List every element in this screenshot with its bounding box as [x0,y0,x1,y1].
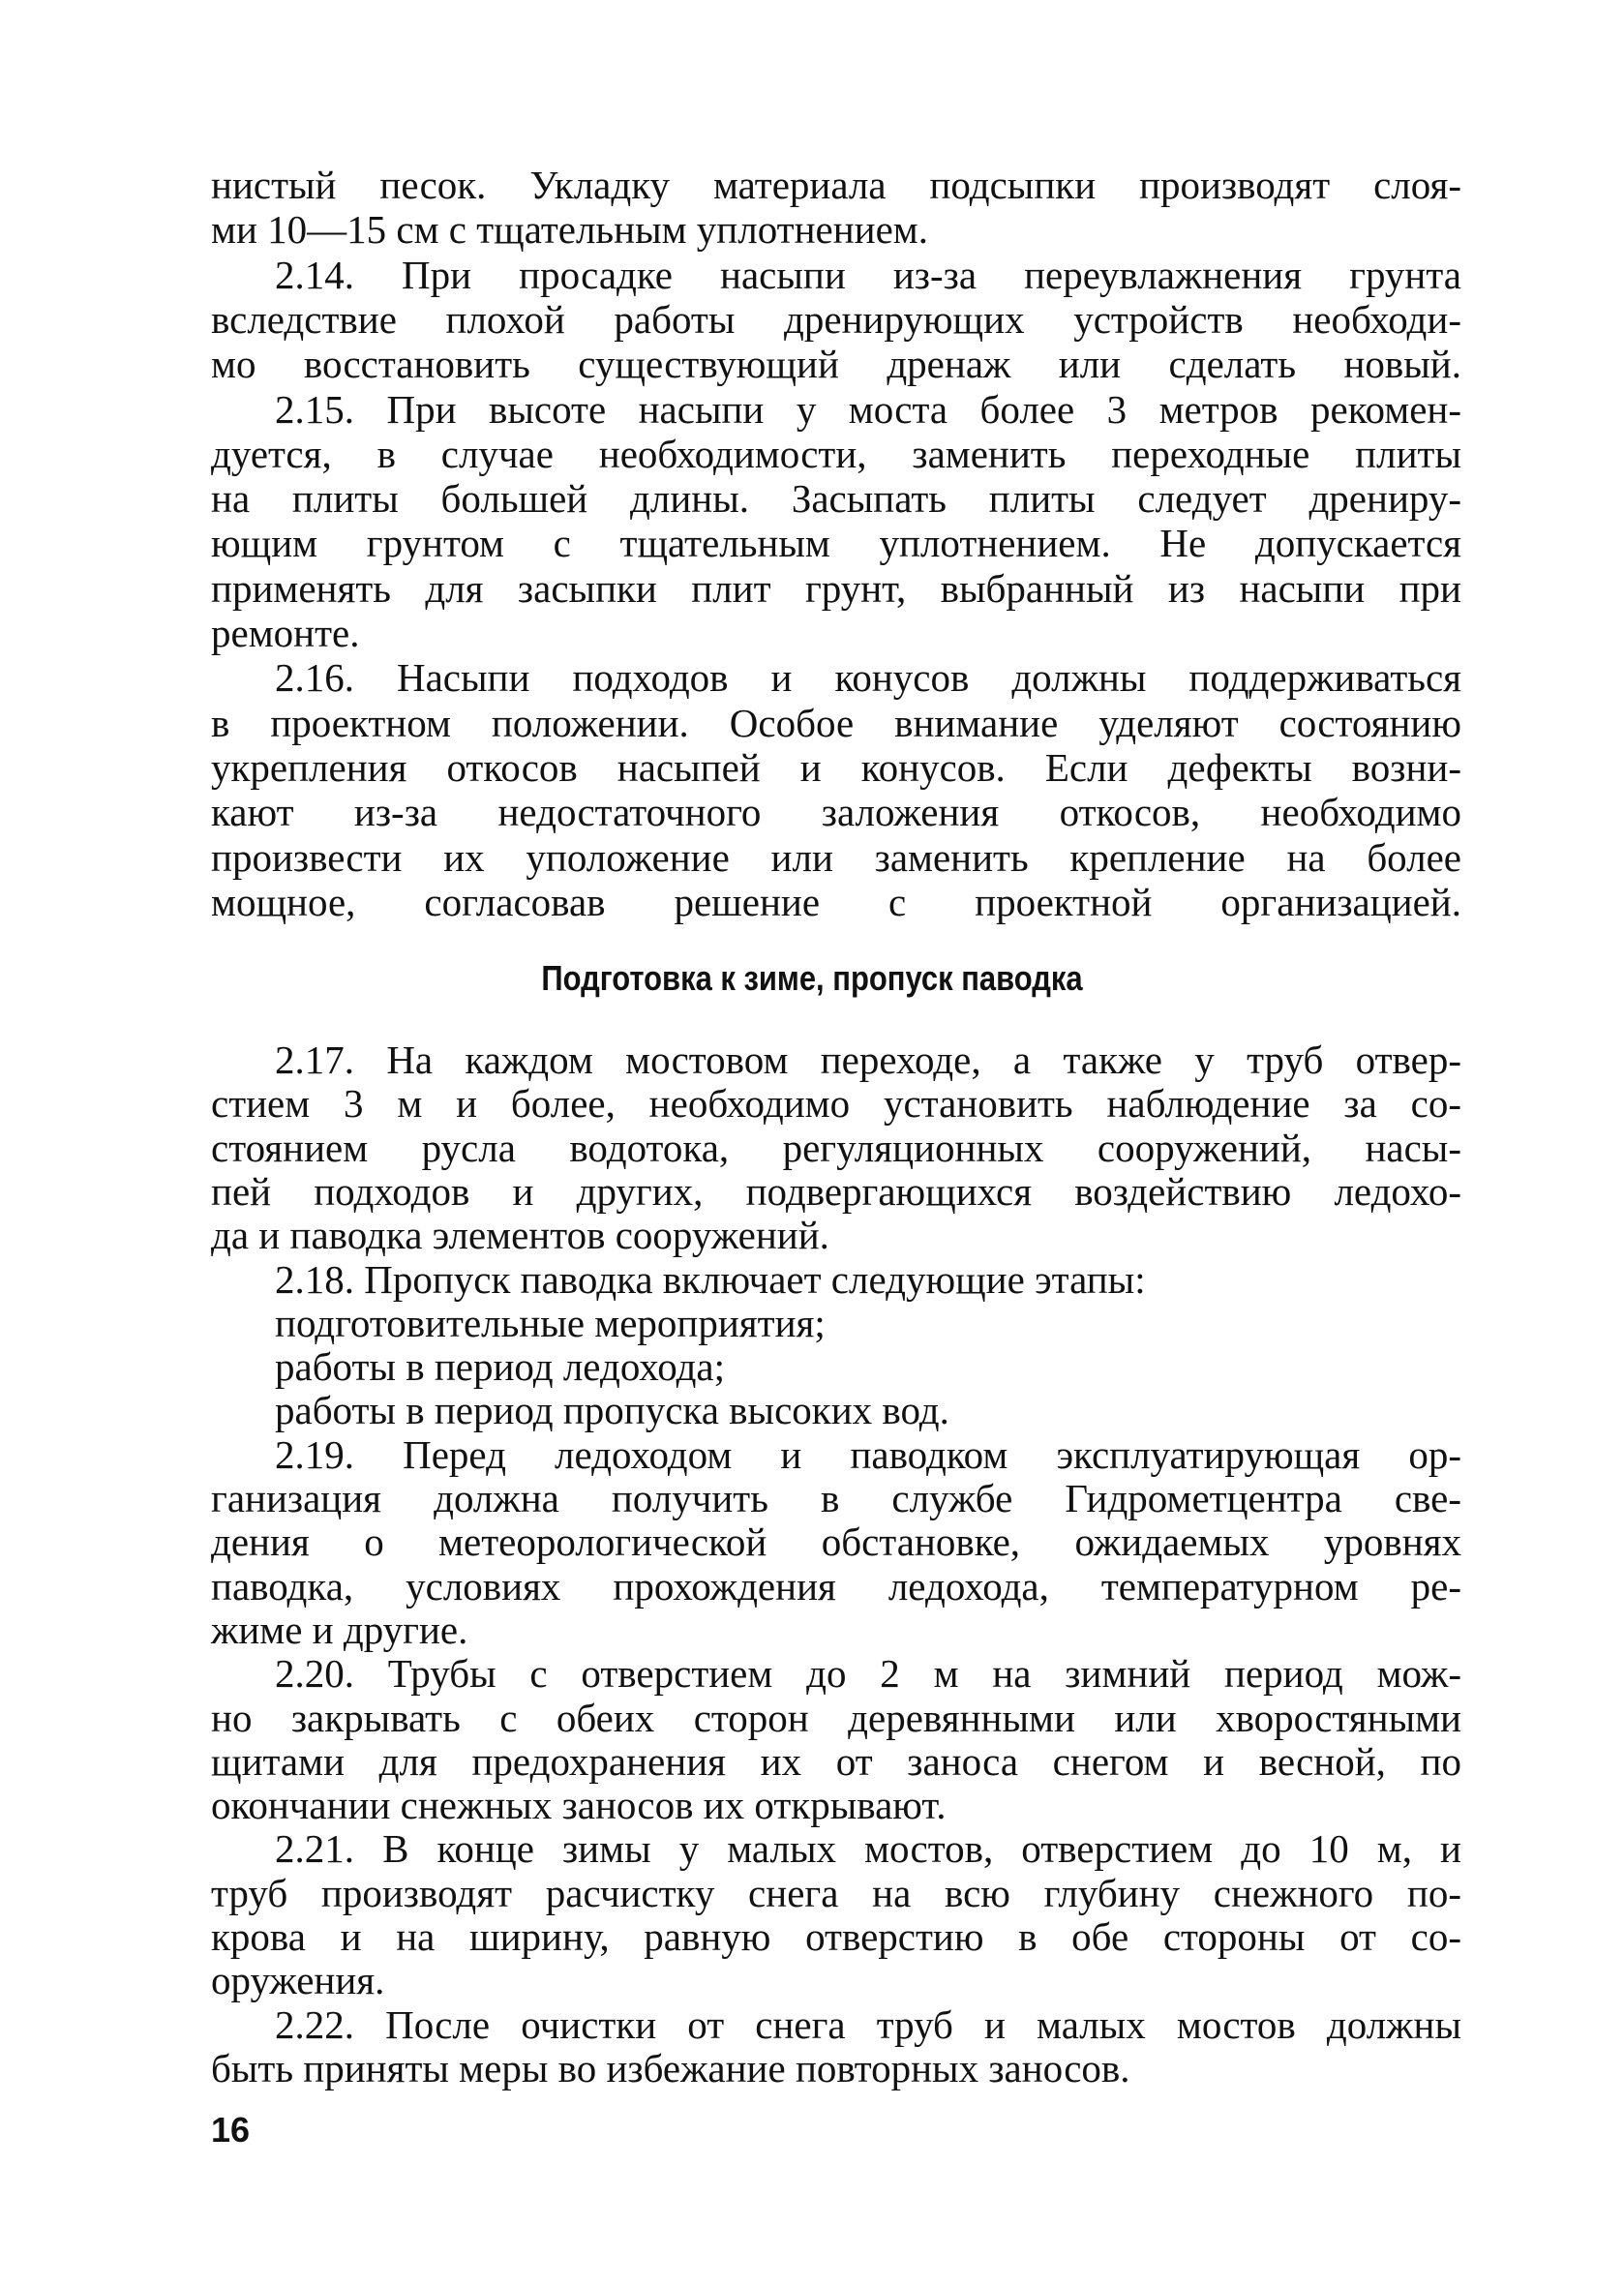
text-line: 2.16. Насыпи подходов и конусов должны поддерживаться [275,655,1461,701]
text-line: дения о метеорологической обстановке, ожидаемых уровнях [211,1519,1461,1565]
text-line: стоянием русла водотока, регуляционных сооружений, насы- [211,1125,1461,1170]
text-line: укрепления откосов насыпей и конусов. Если дефекты возни- [211,744,1461,790]
text-line: на плиты большей длины. Засыпать плиты следует дрениру- [211,476,1461,522]
text-line: труб производят расчистку снега на всю глубину снежного по- [211,1870,1461,1915]
text-line: работы в период ледохода; [275,1344,726,1390]
text-line: в проектном положении. Особое внимание уделяют состоянию [211,700,1461,745]
text-line: кают из-за недостаточного заложения откосов, необходимо [211,790,1461,835]
section-heading: Подготовка к зиме, пропуск паводка [541,958,1083,998]
text-line: мо восстановить существующий дренаж или сделать новый. [211,342,1461,387]
page-number: 16 [211,2110,251,2150]
text-line: паводка, условиях прохождения ледохода, температурном ре- [211,1563,1461,1609]
text-line: дуется, в случае необходимости, заменить переходные плиты [211,431,1461,476]
text-line: окончании снежных заносов их открывают. [211,1783,947,1828]
text-line: 2.20. Трубы с отверстием до 2 м на зимний период мож- [275,1651,1461,1697]
text-line: пей подходов и других, подвергающихся воздействию ледохо- [211,1168,1461,1214]
text-line: 2.22. После очистки от снега труб и малых мостов должны [275,2001,1461,2047]
text-line: но закрывать с обеих сторон деревянными или хворостяными [211,1695,1461,1740]
text-line: ганизация должна получить в службе Гидрометцентра све- [211,1476,1461,1520]
text-line: применять для засыпки плит грунт, выбранный из насыпи при [211,565,1461,611]
text-line: 2.14. При просадке насыпи из-за переувлажнения грунта [275,252,1461,297]
text-line: да и паводка элементов сооружений. [211,1213,829,1258]
text-line: 2.17. На каждом мостовом переходе, а также у труб отвер- [275,1038,1461,1082]
text-line: подготовительные мероприятия; [275,1300,826,1345]
text-line: жиме и другие. [211,1607,468,1652]
text-line: щитами для предохранения их от заноса снегом и весной, по [211,1738,1461,1784]
text-line: 2.15. При высоте насыпи у моста более 3 метров рекомен- [275,386,1461,432]
text-line: ющим грунтом с тщательным уплотнением. Не допускается [211,521,1461,566]
text-line: ми 10—15 см с тщательным уплотнением. [211,207,929,253]
text-line: работы в период пропуска высоких вод. [275,1388,949,1433]
text-line: нистый песок. Укладку материала подсыпки производят слоя- [211,163,1461,207]
text-line: вследствие плохой работы дренирующих устройств необходи- [211,296,1461,342]
text-line: быть приняты меры во избежание повторных заносов. [211,2045,1130,2090]
text-line: 2.21. В конце зимы у малых мостов, отверстием до 10 м, и [275,1826,1461,1872]
text-line: произвести их уположение или заменить крепление на более [211,834,1461,880]
text-line: ремонте. [211,611,360,655]
text-line: стием 3 м и более, необходимо установить наблюдение за со- [211,1081,1461,1127]
text-line: оружения. [211,1958,385,2003]
text-line: 2.18. Пропуск паводка включает следующие этапы: [275,1256,1146,1302]
text-line: 2.19. Перед ледоходом и паводком эксплуатирующая ор- [275,1431,1461,1477]
text-line: крова и на ширину, равную отверстию в обе стороны от со- [211,1914,1461,1959]
text-line: мощное, согласовав решение с проектной организацией. [211,879,1461,924]
